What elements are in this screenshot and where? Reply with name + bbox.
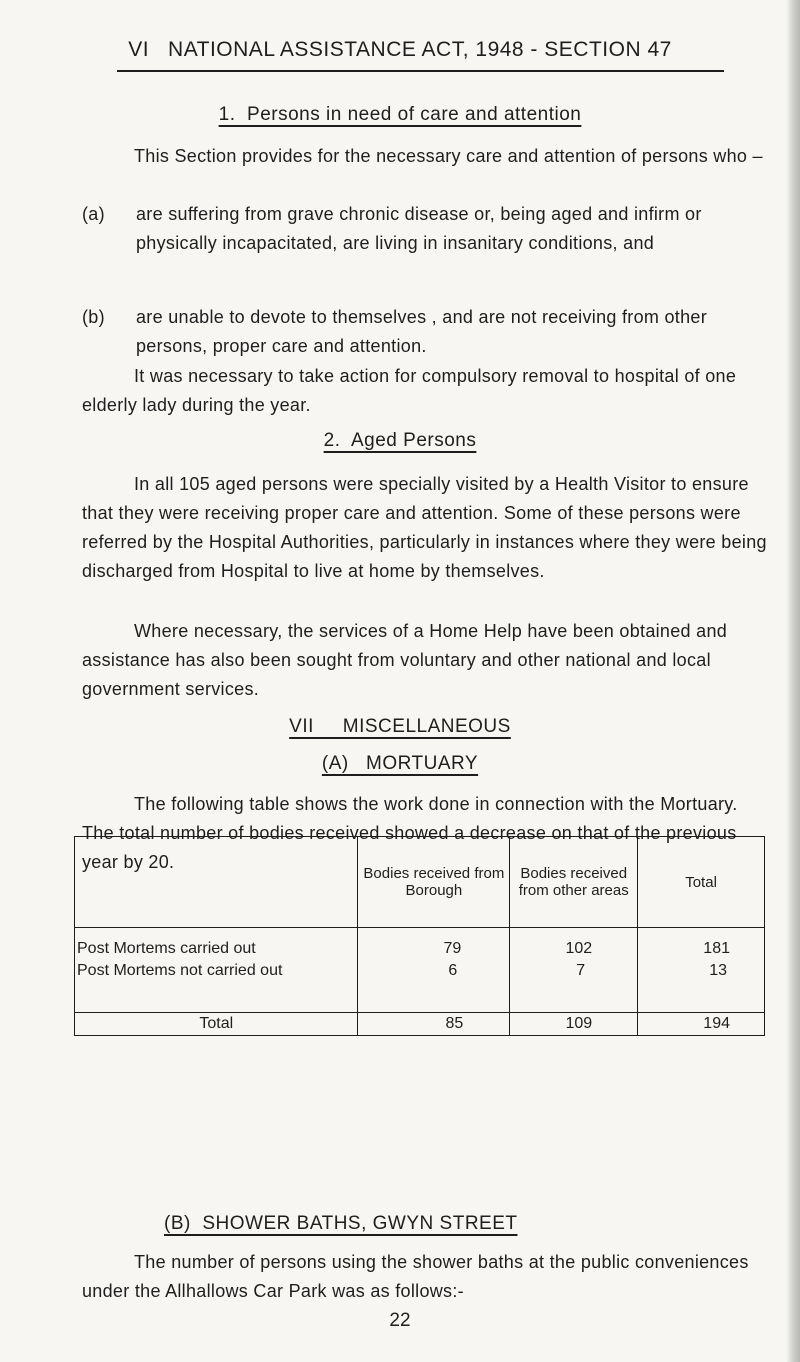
table-cell: Post Mortems not carried out (75, 962, 358, 1013)
page-header: VI NATIONAL ASSISTANCE ACT, 1948 - SECTION 47 (128, 38, 672, 61)
section1-closing: It was necessary to take action for compulsory removal to hospital of one elderly lady during the year. (82, 366, 737, 415)
section2-heading: 2. Aged Persons (323, 430, 477, 451)
shower-text: The number of persons using the shower baths at the public conveniences under the Allhallows Car Park was as follows:- (82, 1252, 749, 1301)
table-header-cell: Total (638, 837, 765, 928)
table-row (75, 928, 765, 963)
table-total-row (75, 1013, 765, 1036)
table-header-cell (75, 837, 358, 928)
list-item-label: (b) (82, 307, 105, 327)
list-item-text: are unable to devote to themselves , and are not receiving from other persons, proper care and attention. (136, 307, 708, 356)
list-item-text: are suffering from grave chronic disease or, being aged and infirm or physically incapacitated, are living in insanitary conditions, and (136, 204, 702, 253)
table-cell: Total (75, 1013, 358, 1036)
mortuary-table (74, 836, 765, 1036)
section1-intro: This Section provides for the necessary care and attention of persons who – (134, 146, 763, 166)
section2-para1: In all 105 aged persons were specially visited by a Health Visitor to ensure that they were receiving proper care and attention. Some of these persons were referred by the Hospital Authorities, particularly in instances where they were being discharged from Hospital to live at home by themselves. (82, 474, 767, 581)
table-cell: 7 (510, 962, 638, 1013)
table-cell: 194 (638, 1013, 765, 1036)
table-cell: 79 (358, 928, 510, 963)
mortuary-text: The following table shows the work done in connection with the Mortuary. The total number of bodies received showed a decrease on that of the previous year by 20. (82, 794, 738, 872)
mortuary-heading: (A) MORTUARY (321, 753, 479, 774)
section2-para2: Where necessary, the services of a Home Help have been obtained and assistance has also been sought from voluntary and other national and local government services. (82, 621, 728, 699)
table-cell: 13 (638, 962, 765, 1013)
misc-heading: VII MISCELLANEOUS (289, 716, 511, 737)
table-header-cell: Bodies received from other areas (510, 837, 638, 928)
list-item-b (82, 303, 772, 363)
page-edge-shadow (786, 0, 800, 1362)
header-rule (117, 70, 724, 72)
section1-heading: 1. Persons in need of care and attention (218, 104, 582, 125)
list-item-label: (a) (82, 204, 105, 224)
table-header-cell: Bodies received from Borough (358, 837, 510, 928)
table-cell: Post Mortems carried out (75, 928, 358, 963)
table-cell: 6 (358, 962, 510, 1013)
table-header-row (75, 837, 765, 928)
page-number: 22 (389, 1310, 411, 1331)
table-cell: 85 (358, 1013, 510, 1036)
list-item-a (82, 200, 772, 290)
table-row (75, 962, 765, 1013)
table-cell: 102 (510, 928, 638, 963)
table-cell: 109 (510, 1013, 638, 1036)
table-cell: 181 (638, 928, 765, 963)
shower-heading: (B) SHOWER BATHS, GWYN STREET (164, 1213, 518, 1234)
